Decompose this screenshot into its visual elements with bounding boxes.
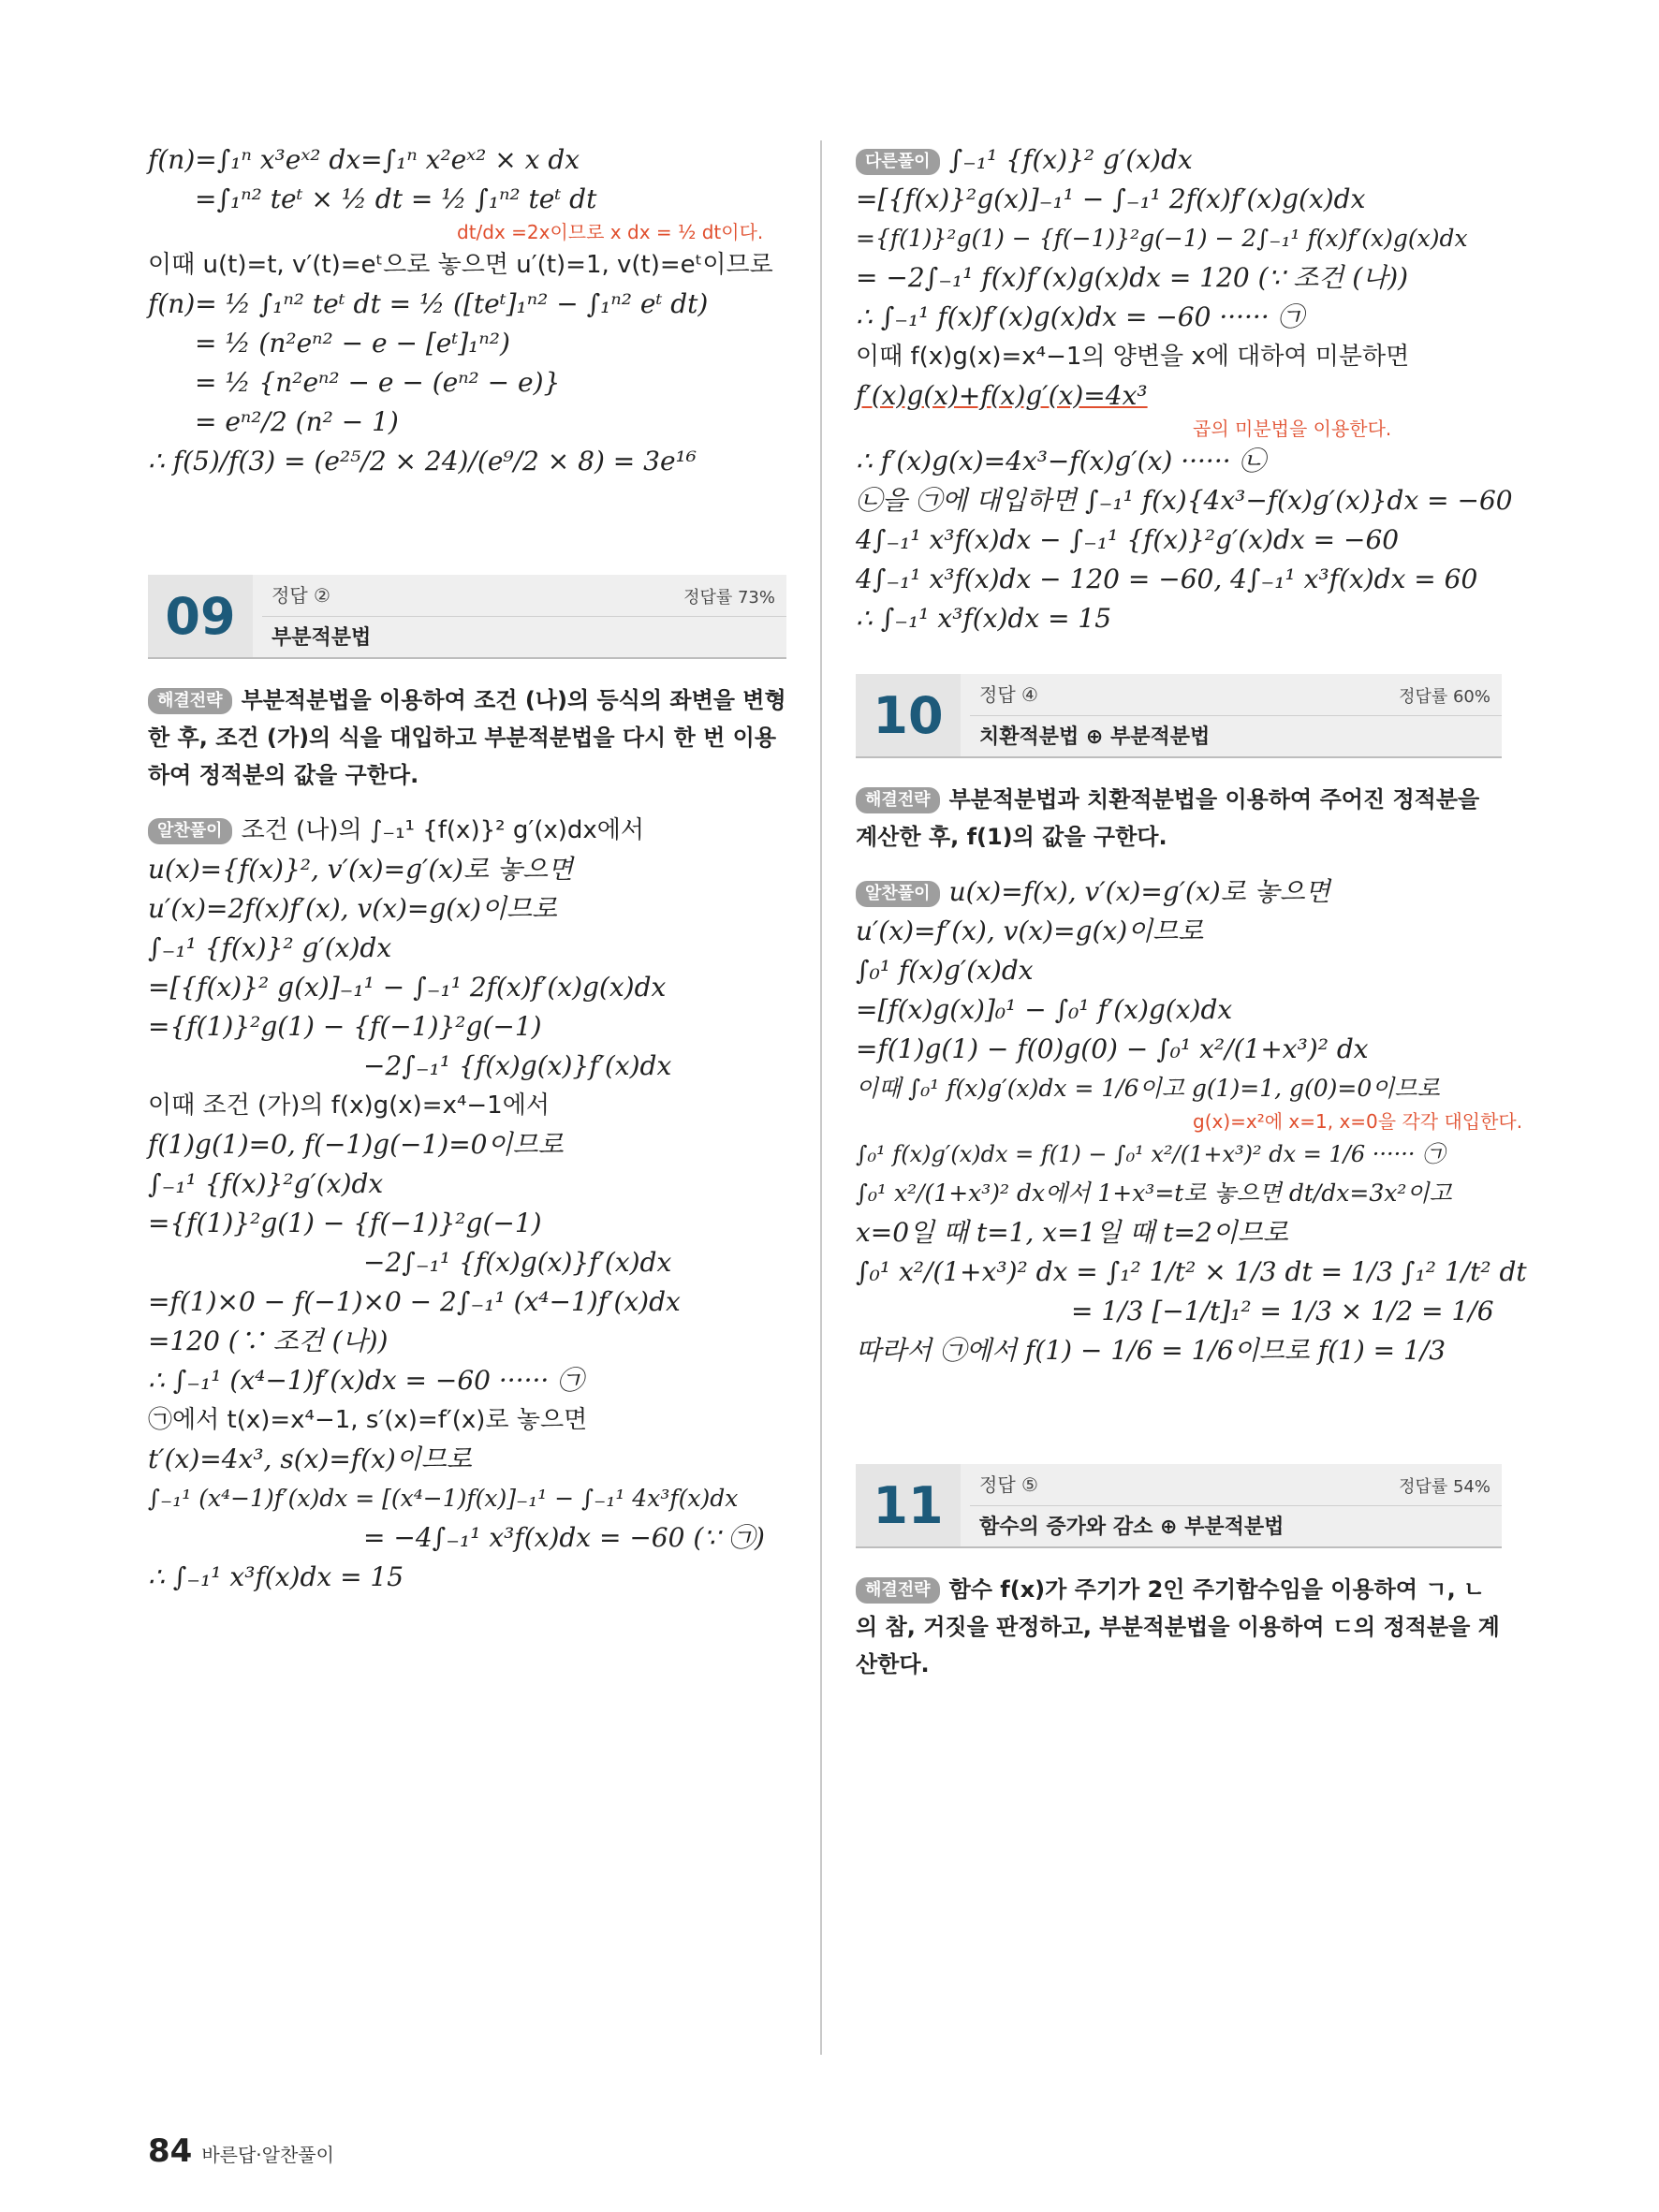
equation-line: ㉡을 ㉠에 대입하면 ∫₋₁¹ f(x){4x³−f(x)g′(x)}dx = −60 (856, 485, 1513, 516)
problem-number: 10 (856, 674, 961, 756)
margin-note: 곱의 미분법을 이용한다. (1193, 417, 1392, 440)
correct-rate: 정답률 54% (1399, 1477, 1490, 1497)
page-number: 84 (148, 2132, 193, 2170)
equation-line: = 1/3 [−1/t]₁² = 1/3 × 1/2 = 1/6 (1071, 1296, 1494, 1326)
equation-line: ={f(1)}²g(1) − {f(−1)}²g(−1) − 2∫₋₁¹ f(x)f′(x)g(x)dx (856, 225, 1468, 252)
equation-line: = eⁿ²/2 (n² − 1) (195, 406, 399, 437)
equation-line: =f(1)g(1) − f(0)g(0) − ∫₀¹ x²/(1+x³)² dx (856, 1033, 1369, 1064)
equation-line: =∫₁ⁿ² teᵗ × ½ dt = ½ ∫₁ⁿ² teᵗ dt (195, 183, 597, 214)
equation-line: = −4∫₋₁¹ x³f(x)dx = −60 (∵ ㉠) (363, 1522, 765, 1553)
answer-label: 정답 ④ (979, 683, 1038, 706)
equation-line: = −2∫₋₁¹ f(x)f′(x)g(x)dx = 120 (∵ 조건 (나)) (856, 262, 1409, 293)
answer-label: 정답 ⑤ (979, 1473, 1038, 1496)
text-line: 이때 f(x)g(x)=x⁴−1의 양변을 x에 대하여 미분하면 (856, 343, 1410, 371)
equation-line: =[{f(x)}² g(x)]₋₁¹ − ∫₋₁¹ 2f(x)f′(x)g(x)dx (148, 972, 667, 1003)
right-column (856, 140, 1527, 1683)
answer-label: 정답 ② (272, 584, 330, 607)
margin-note: g(x)=x²에 x=1, x=0을 각각 대입한다. (1193, 1110, 1523, 1133)
problem-number: 09 (148, 575, 253, 657)
equation-line: ∴ f(5)/f(3) = (e²⁵/2 × 24)/(e⁹/2 × 8) = 3e¹⁶ (148, 446, 697, 476)
footer-title: 바른답·알찬풀이 (201, 2144, 334, 2166)
text-line: 이때 조건 (가)의 f(x)g(x)=x⁴−1에서 (148, 1091, 550, 1120)
correct-rate: 정답률 73% (683, 588, 775, 608)
strategy-badge: 해결전략 (148, 688, 232, 714)
equation-line: −2∫₋₁¹ {f(x)g(x)}f′(x)dx (363, 1247, 672, 1278)
equation-line: ={f(1)}²g(1) − {f(−1)}²g(−1) (148, 1011, 542, 1042)
strategy-paragraph (856, 781, 1502, 856)
equation-line: ∴ ∫₋₁¹ (x⁴−1)f′(x)dx = −60 ······ ㉠ (148, 1365, 584, 1396)
problem-header-09 (148, 575, 786, 659)
equation-line: f′(x)g(x)+f(x)g′(x)=4x³ (856, 380, 1148, 411)
equation-line: =[{f(x)}²g(x)]₋₁¹ − ∫₋₁¹ 2f(x)f′(x)g(x)dx (856, 183, 1366, 214)
equation-line: ∴ ∫₋₁¹ x³f(x)dx = 15 (148, 1561, 404, 1592)
equation-line: ∴ ∫₋₁¹ x³f(x)dx = 15 (856, 603, 1112, 634)
solution-badge: 알찬풀이 (148, 818, 232, 844)
equation-line: =f(1)×0 − f(−1)×0 − 2∫₋₁¹ (x⁴−1)f′(x)dx (148, 1286, 681, 1317)
equation-line: 이때 ∫₀¹ f(x)g′(x)dx = 1/6이고 g(1)=1, g(0)=0이므로 (856, 1075, 1440, 1102)
margin-note: dt/dx =2x이므로 x dx = ½ dt이다. (457, 221, 764, 243)
solution-badge: 알찬풀이 (856, 881, 940, 907)
equation-line: ∫₀¹ f(x)g′(x)dx = f(1) − ∫₀¹ x²/(1+x³)² dx = 1/6 ······ ㉠ (856, 1141, 1446, 1167)
strategy-paragraph (856, 1571, 1502, 1683)
equation-line: ∴ ∫₋₁¹ f(x)f′(x)g(x)dx = −60 ······ ㉠ (856, 301, 1304, 332)
header-separator (970, 715, 1502, 716)
equation-line: −2∫₋₁¹ {f(x)g(x)}f′(x)dx (363, 1050, 672, 1081)
solution-line: 알찬풀이 u(x)=f(x), v′(x)=g′(x)로 놓으면 (856, 872, 1502, 912)
problem-topic: 치환적분법 ⊕ 부분적분법 (979, 725, 1211, 749)
strategy-badge: 해결전략 (856, 1577, 940, 1604)
equation-line: f(1)g(1)=0, f(−1)g(−1)=0이므로 (148, 1129, 564, 1160)
correct-rate: 정답률 60% (1399, 687, 1490, 707)
equation-line: ∴ f′(x)g(x)=4x³−f(x)g′(x) ······ ㉡ (856, 446, 1266, 476)
problem-topic: 함수의 증가와 감소 ⊕ 부분적분법 (979, 1516, 1285, 1539)
strategy-text: 부분적분법과 치환적분법을 이용하여 주어진 정적분을 계산한 후, f(1)의 값을 구한다. (856, 786, 1480, 850)
strategy-badge: 해결전략 (856, 787, 940, 813)
alt-solution-line: 다른풀이 ∫₋₁¹ {f(x)}² g′(x)dx (856, 140, 1502, 180)
problem-number: 11 (856, 1464, 961, 1546)
header-separator (970, 1505, 1502, 1506)
page-footer (148, 2132, 334, 2170)
column-divider (820, 140, 822, 2055)
equation-line: f(n)=∫₁ⁿ x³eˣ² dx=∫₁ⁿ x²eˣ² × x dx (148, 144, 580, 175)
left-column (148, 140, 786, 1597)
text-line: 이때 u(t)=t, v′(t)=eᵗ으로 놓으면 u′(t)=1, v(t)=eᵗ이므로 (148, 251, 773, 279)
equation-line: 4∫₋₁¹ x³f(x)dx − ∫₋₁¹ {f(x)}²g′(x)dx = −60 (856, 524, 1400, 555)
equation-line: 4∫₋₁¹ x³f(x)dx − 120 = −60, 4∫₋₁¹ x³f(x)dx = 60 (856, 564, 1478, 594)
equation-line: u′(x)=f′(x), v(x)=g(x)이므로 (856, 916, 1204, 946)
equation-line: x=0일 때 t=1, x=1일 때 t=2이므로 (856, 1217, 1288, 1248)
alt-solution-badge: 다른풀이 (856, 149, 940, 175)
text-line: ㉠에서 t(x)=x⁴−1, s′(x)=f′(x)로 놓으면 (148, 1406, 588, 1434)
equation-line: ={f(1)}²g(1) − {f(−1)}²g(−1) (148, 1208, 542, 1238)
equation-line: ∫₀¹ f(x)g′(x)dx (856, 955, 1034, 986)
problem-topic: 부분적분법 (272, 626, 372, 650)
equation-line: = ½ (n²eⁿ² − e − [eᵗ]₁ⁿ²) (195, 328, 510, 359)
equation-line: 따라서 ㉠에서 f(1) − 1/6 = 1/6이므로 f(1) = 1/3 (856, 1335, 1446, 1366)
strategy-paragraph (148, 681, 786, 794)
equation-line: =120 (∵ 조건 (나)) (148, 1326, 389, 1356)
header-separator (262, 616, 786, 617)
problem-header-10 (856, 674, 1502, 758)
equation-line: ∫₀¹ x²/(1+x³)² dx = ∫₁² 1/t² × 1/3 dt = 1/3 ∫₁² 1/t² dt (856, 1256, 1527, 1287)
strategy-text: 부분적분법을 이용하여 조건 (나)의 등식의 좌변을 변형한 후, 조건 (가)의 식을 대입하고 부분적분법을 다시 한 번 이용하여 정적분의 값을 구한다. (148, 687, 786, 788)
equation-line: u(x)={f(x)}², v′(x)=g′(x)로 놓으면 (148, 854, 574, 885)
equation-line: ∫₀¹ x²/(1+x³)² dx에서 1+x³=t로 놓으면 dt/dx=3x²이고 (856, 1179, 1452, 1207)
strategy-text: 함수 f(x)가 주기가 2인 주기함수임을 이용하여 ㄱ, ㄴ의 참, 거짓을 판정하고, 부분적분법을 이용하여 ㄷ의 정적분을 계산한다. (856, 1576, 1500, 1677)
equation-line: ∫₋₁¹ {f(x)}²g′(x)dx (148, 1168, 384, 1199)
equation-line: t′(x)=4x³, s(x)=f(x)이므로 (148, 1443, 472, 1474)
equation-line: f(n)= ½ ∫₁ⁿ² teᵗ dt = ½ ([teᵗ]₁ⁿ² − ∫₁ⁿ² eᵗ dt) (148, 288, 709, 319)
problem-header-11 (856, 1464, 1502, 1548)
equation-line: = ½ {n²eⁿ² − e − (eⁿ² − e)} (195, 367, 561, 398)
solution-line: 알찬풀이 조건 (나)의 ∫₋₁¹ {f(x)}² g′(x)dx에서 (148, 811, 786, 850)
equation-line: ∫₋₁¹ {f(x)}² g′(x)dx (148, 932, 392, 963)
equation-line: u′(x)=2f(x)f′(x), v(x)=g(x)이므로 (148, 893, 558, 924)
equation-line: =[f(x)g(x)]₀¹ − ∫₀¹ f′(x)g(x)dx (856, 994, 1233, 1025)
equation-line: ∫₋₁¹ (x⁴−1)f′(x)dx = [(x⁴−1)f(x)]₋₁¹ − ∫₋₁¹ 4x³f(x)dx (148, 1485, 739, 1512)
